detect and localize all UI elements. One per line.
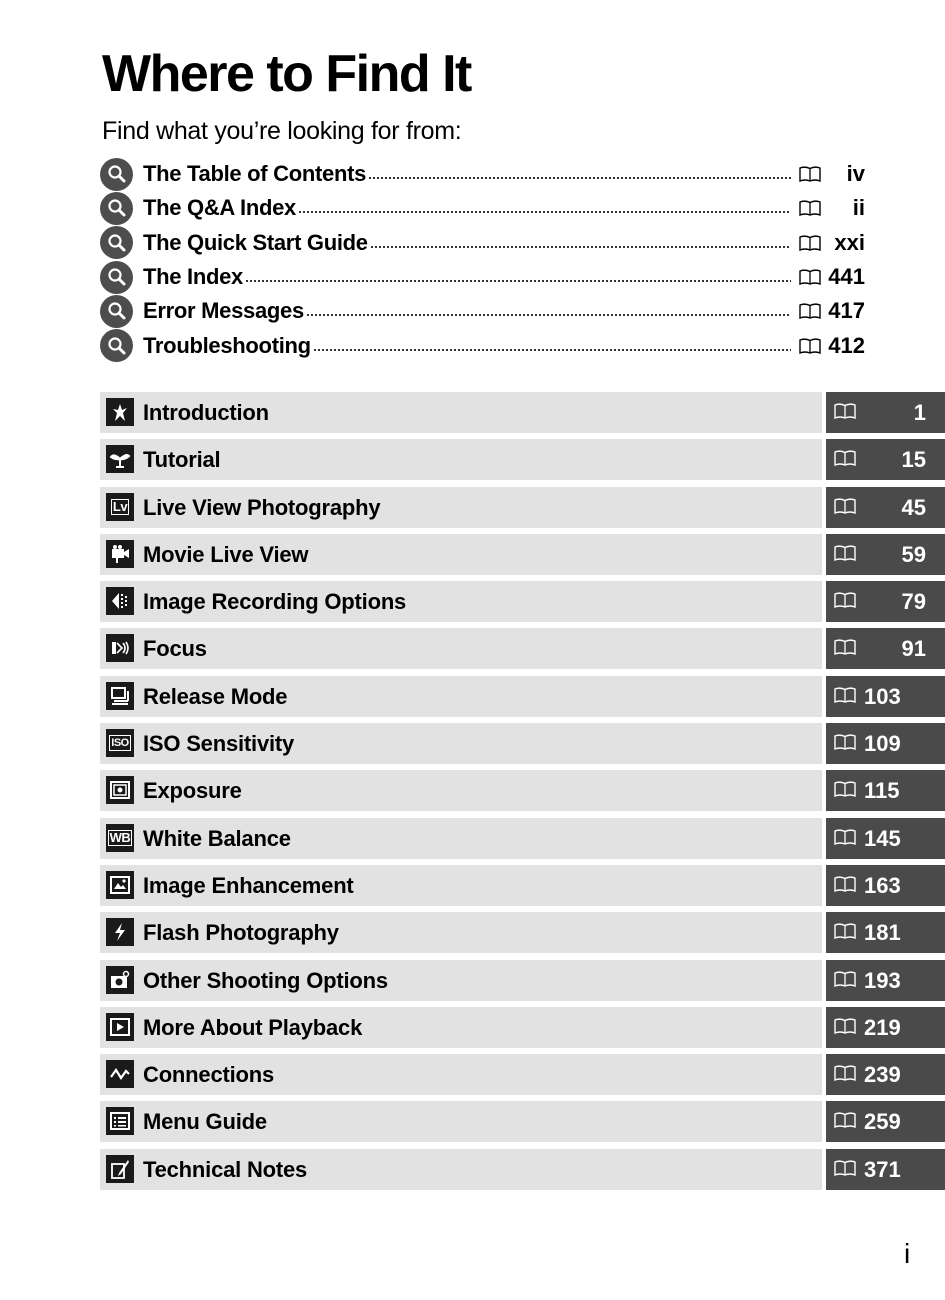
- chapter-label: Flash Photography: [143, 920, 339, 946]
- exposure-icon: [106, 776, 134, 804]
- chapter-bar[interactable]: [100, 818, 822, 859]
- chapter-page-tab[interactable]: [826, 865, 945, 906]
- book-icon: [797, 166, 823, 182]
- finder-label: The Quick Start Guide: [143, 229, 368, 255]
- chapter-row[interactable]: [100, 628, 945, 675]
- chapter-page: 15: [901, 447, 926, 473]
- chapter-label: Focus: [143, 636, 207, 662]
- book-icon: [834, 781, 856, 802]
- chapter-row[interactable]: [100, 439, 945, 486]
- chapter-page: 163: [864, 872, 901, 898]
- magnifier-icon: [100, 295, 133, 328]
- chapter-row[interactable]: [100, 1101, 945, 1148]
- chapter-page-tab[interactable]: [826, 676, 945, 717]
- chapter-label: Movie Live View: [143, 541, 309, 567]
- chapter-row[interactable]: [100, 1007, 945, 1054]
- magnifier-icon: [100, 192, 133, 225]
- chapter-bar[interactable]: [100, 676, 822, 717]
- finder-item[interactable]: [100, 294, 865, 328]
- magnifier-icon: [100, 329, 133, 362]
- chapter-page-tab[interactable]: [826, 723, 945, 764]
- page-number: i: [904, 1238, 911, 1269]
- chapter-page-tab[interactable]: [826, 534, 945, 575]
- book-icon: [834, 1065, 856, 1086]
- finder-page: 417: [828, 298, 865, 324]
- chapter-label: White Balance: [143, 825, 291, 851]
- chapter-page-tab[interactable]: [826, 628, 945, 669]
- book-icon: [834, 498, 856, 519]
- chapter-bar[interactable]: [100, 1007, 822, 1048]
- finder-page: ii: [852, 195, 865, 221]
- chapter-page-tab[interactable]: [826, 1054, 945, 1095]
- book-icon: [797, 303, 823, 319]
- chapter-page-tab[interactable]: [826, 1101, 945, 1142]
- finder-label: The Index: [143, 264, 243, 290]
- chapter-page: 45: [901, 494, 926, 520]
- chapter-label: Tutorial: [143, 447, 221, 473]
- page-title: Where to Find It: [102, 45, 471, 103]
- chapter-label: Menu Guide: [143, 1109, 267, 1135]
- movie-icon: [106, 540, 134, 568]
- chapter-page: 79: [901, 589, 926, 615]
- chapter-label: Exposure: [143, 778, 242, 804]
- book-icon: [834, 829, 856, 850]
- book-icon: [834, 639, 856, 660]
- chapter-page: 91: [901, 636, 926, 662]
- page-subtitle: Find what you’re looking for from:: [102, 117, 462, 145]
- book-icon: [797, 235, 823, 251]
- chapter-label: Image Recording Options: [143, 589, 407, 615]
- chapter-bar[interactable]: [100, 1054, 822, 1095]
- chapter-page-tab[interactable]: [826, 439, 945, 480]
- chapter-bar[interactable]: [100, 723, 822, 764]
- book-icon: [834, 450, 856, 471]
- finder-page: xxi: [834, 229, 865, 255]
- book-icon: [797, 269, 823, 285]
- chapter-row[interactable]: [100, 1054, 945, 1101]
- chapter-page: 145: [864, 825, 901, 851]
- chapter-row[interactable]: [100, 818, 945, 865]
- chapter-row[interactable]: [100, 770, 945, 817]
- chapter-page-tab[interactable]: [826, 392, 945, 433]
- chapter-label: Introduction: [143, 400, 269, 425]
- chapter-list: [100, 392, 945, 1196]
- chapter-row[interactable]: [100, 912, 945, 959]
- chapter-label: Live View Photography: [143, 494, 381, 520]
- chapter-page: 193: [864, 967, 901, 993]
- focus-icon: [106, 634, 134, 662]
- finder-item[interactable]: [100, 260, 865, 294]
- playback-icon: [106, 1013, 134, 1041]
- chapter-page: 103: [864, 683, 901, 709]
- icon-glyph: Lv: [112, 498, 128, 514]
- chapter-row[interactable]: [100, 960, 945, 1007]
- finder-label: Troubleshooting: [143, 332, 311, 358]
- chapter-page-tab[interactable]: [826, 818, 945, 859]
- chapter-page-tab[interactable]: [826, 912, 945, 953]
- chapter-bar[interactable]: [100, 581, 822, 622]
- chapter-bar[interactable]: [100, 392, 822, 433]
- chapter-row[interactable]: [100, 581, 945, 628]
- chapter-page: 219: [864, 1014, 901, 1040]
- finder-page: 412: [828, 332, 865, 358]
- tutorial-icon: [106, 445, 134, 473]
- chapter-page: 239: [864, 1062, 901, 1088]
- chapter-page-tab[interactable]: [826, 1149, 945, 1190]
- chapter-label: Release Mode: [143, 683, 288, 709]
- introduction-icon: [106, 398, 134, 426]
- chapter-label: ISO Sensitivity: [143, 731, 295, 757]
- chapter-row[interactable]: [100, 865, 945, 912]
- image-recording-icon: [106, 587, 134, 615]
- white-balance-icon: [106, 824, 134, 852]
- chapter-bar[interactable]: [100, 770, 822, 811]
- chapter-page: 1: [913, 400, 926, 425]
- book-icon: [834, 545, 856, 566]
- finder-label: The Q&A Index: [143, 195, 296, 221]
- chapter-page: 371: [864, 1156, 901, 1182]
- magnifier-icon: [100, 158, 133, 191]
- chapter-label: Connections: [143, 1062, 275, 1088]
- chapter-bar[interactable]: [100, 865, 822, 906]
- chapter-page-tab[interactable]: [826, 581, 945, 622]
- menu-guide-icon: [106, 1107, 134, 1135]
- chapter-bar[interactable]: [100, 534, 822, 575]
- chapter-label: Technical Notes: [143, 1156, 308, 1182]
- technical-notes-icon: [106, 1155, 134, 1183]
- chapter-label: More About Playback: [143, 1014, 363, 1040]
- magnifier-icon: [100, 226, 133, 259]
- dot-leader: [368, 177, 791, 179]
- magnifier-icon: [100, 261, 133, 294]
- book-icon: [834, 1018, 856, 1039]
- book-icon: [797, 200, 823, 216]
- chapter-page-tab[interactable]: [826, 770, 945, 811]
- dot-leader: [298, 211, 791, 213]
- book-icon: [834, 687, 856, 708]
- chapter-page: 59: [901, 541, 926, 567]
- book-icon: [834, 734, 856, 755]
- chapter-row[interactable]: [100, 1149, 945, 1196]
- finder-list: [100, 157, 865, 363]
- chapter-bar[interactable]: [100, 487, 822, 528]
- chapter-bar[interactable]: [100, 1101, 822, 1142]
- finder-item[interactable]: [100, 328, 865, 362]
- book-icon: [834, 876, 856, 897]
- finder-page: iv: [846, 161, 865, 187]
- chapter-page-tab[interactable]: [826, 960, 945, 1001]
- release-mode-icon: [106, 682, 134, 710]
- other-shooting-icon: [106, 966, 134, 994]
- dot-leader: [313, 349, 791, 351]
- chapter-label: Other Shooting Options: [143, 967, 388, 993]
- finder-label: The Table of Contents: [143, 161, 367, 187]
- chapter-row[interactable]: [100, 487, 945, 534]
- live-view-icon: [106, 493, 134, 521]
- finder-item[interactable]: [100, 191, 865, 225]
- chapter-bar[interactable]: [100, 628, 822, 669]
- chapter-label: Image Enhancement: [143, 872, 354, 898]
- chapter-page: 109: [864, 731, 901, 757]
- book-icon: [834, 1112, 856, 1133]
- image-enhancement-icon: [106, 871, 134, 899]
- icon-glyph: WB: [109, 829, 131, 845]
- chapter-page-tab[interactable]: [826, 1007, 945, 1048]
- dot-leader: [245, 280, 791, 282]
- finder-label: Error Messages: [143, 298, 304, 324]
- book-icon: [834, 403, 856, 424]
- chapter-bar[interactable]: [100, 960, 822, 1001]
- book-icon: [834, 923, 856, 944]
- book-icon: [834, 971, 856, 992]
- finder-item[interactable]: [100, 226, 865, 260]
- chapter-page: 181: [864, 920, 901, 946]
- chapter-row[interactable]: [100, 534, 945, 581]
- finder-page: 441: [828, 264, 865, 290]
- book-icon: [834, 1160, 856, 1181]
- chapter-row[interactable]: [100, 392, 945, 439]
- book-icon: [834, 592, 856, 613]
- chapter-page: 115: [864, 778, 900, 804]
- icon-glyph: ISO: [111, 737, 129, 750]
- dot-leader: [370, 246, 791, 248]
- chapter-page-tab[interactable]: [826, 487, 945, 528]
- chapter-page: 259: [864, 1109, 901, 1135]
- book-icon: [797, 338, 823, 354]
- flash-icon: [106, 918, 134, 946]
- finder-item[interactable]: [100, 157, 865, 191]
- connections-icon: [106, 1060, 134, 1088]
- iso-icon: [106, 729, 134, 757]
- chapter-bar[interactable]: [100, 439, 822, 480]
- dot-leader: [306, 314, 791, 316]
- chapter-row[interactable]: [100, 723, 945, 770]
- chapter-row[interactable]: [100, 676, 945, 723]
- chapter-bar[interactable]: [100, 912, 822, 953]
- chapter-bar[interactable]: [100, 1149, 822, 1190]
